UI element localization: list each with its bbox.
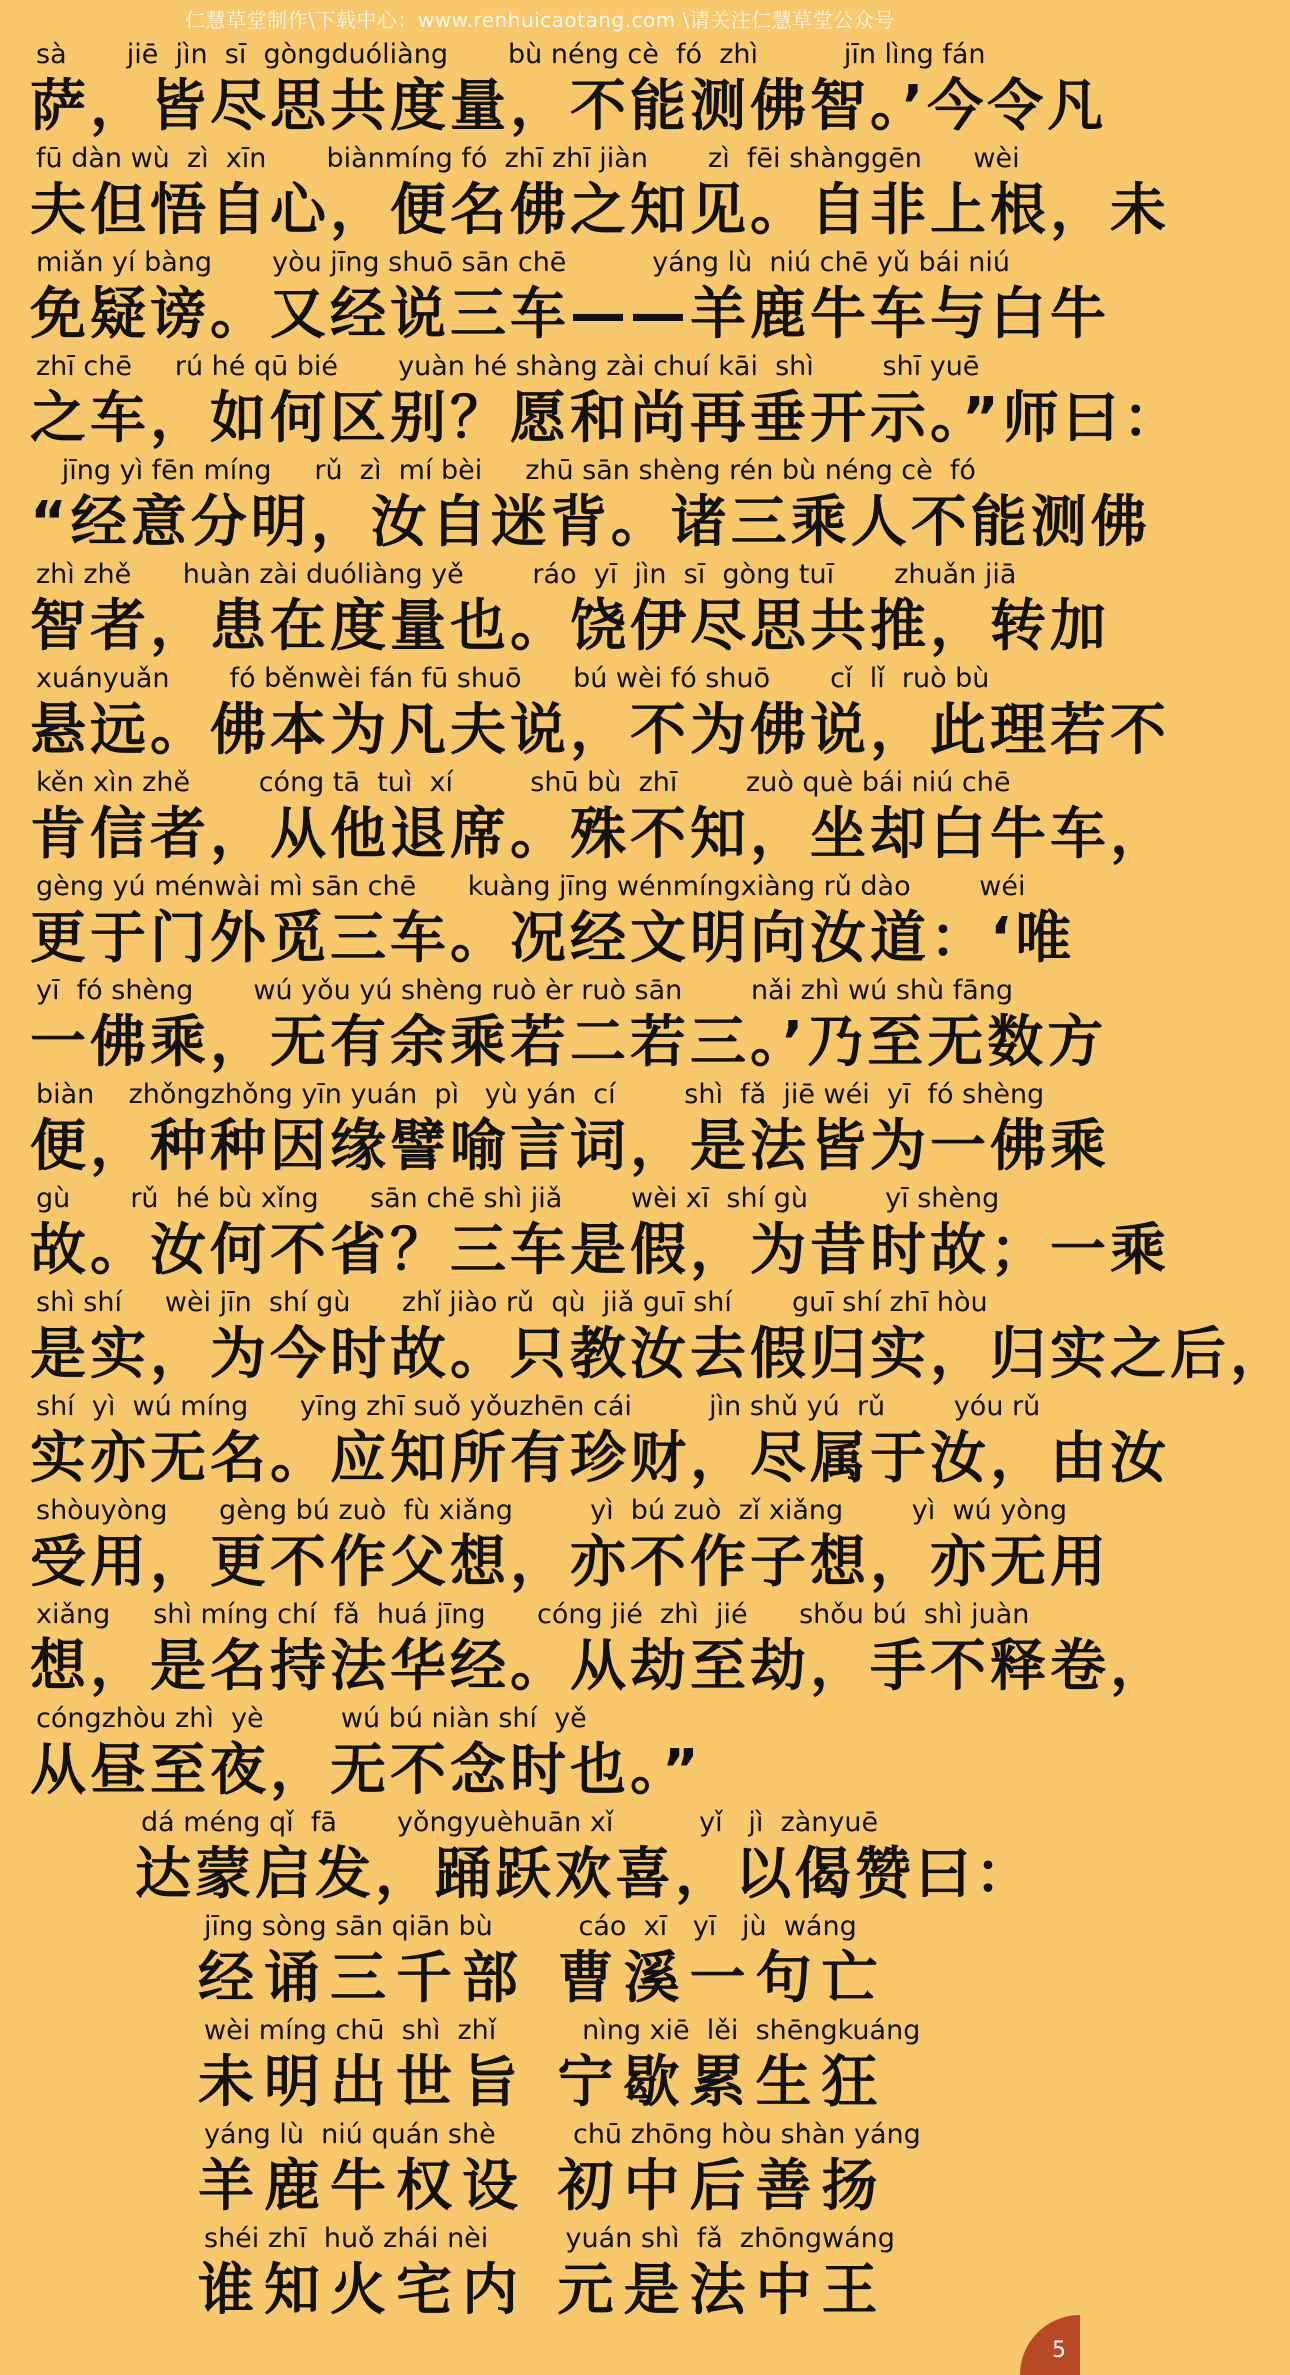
hanzi-text: 从昼至夜，无不念时也。” — [30, 1738, 703, 1803]
prose-line — [30, 766, 1170, 870]
pinyin-annotation: shì shí wèi jīn shí gù zhǐ jiào rǔ qù jiǎ guī shí guī shí zhī hòu — [36, 1287, 988, 1318]
pinyin-annotation: shòuyòng gèng bú zuò fù xiǎng yì bú zuò zǐ xiǎng yì wú yòng — [36, 1495, 1067, 1526]
gatha-intro — [30, 1806, 1055, 1910]
prose-line — [30, 558, 1110, 662]
hanzi-text: 一佛乘，无有余乘若二若三。’乃至无数方 — [30, 1010, 1108, 1075]
verse-line — [30, 2014, 1055, 2118]
pinyin-annotation: yáng lù niú quán shè chū zhōng hòu shàn yáng — [204, 2119, 921, 2150]
hanzi-text: 是实，为今时故。只教汝去假归实，归实之后， — [30, 1322, 1290, 1387]
prose-line — [30, 870, 1076, 974]
hanzi-text: 夫但悟自心，便名佛之知见。自非上根，未 — [30, 178, 1170, 243]
prose-line — [30, 1182, 1170, 1286]
scripture-page — [30, 38, 1290, 2326]
pinyin-annotation: jīng sòng sān qiān bù cáo xī yī jù wáng — [204, 1911, 857, 1942]
pinyin-annotation: xuányuǎn fó běnwèi fán fū shuō bú wèi fó shuō cǐ lǐ ruò bù — [36, 663, 990, 694]
hanzi-text: 肯信者，从他退席。殊不知，坐却白牛车， — [30, 802, 1170, 867]
hanzi-text: 经诵三千部 曹溪一句亡 — [198, 1946, 888, 2011]
hanzi-text: 达蒙启发，踊跃欢喜，以偈赞曰： — [135, 1842, 1035, 1907]
pinyin-annotation: dá méng qǐ fā yǒngyuèhuān xǐ yǐ jì zànyuē — [141, 1807, 879, 1838]
hanzi-text: 想，是名持法华经。从劫至劫，手不释卷， — [30, 1634, 1170, 1699]
verse-block — [30, 1910, 1055, 2326]
prose-line — [30, 1702, 1055, 1806]
pinyin-annotation: biàn zhǒngzhǒng yīn yuán pì yù yán cí shì fǎ jiē wéi yī fó shèng — [36, 1079, 1045, 1110]
gatha-intro-line — [30, 1806, 1055, 1910]
prose-line — [30, 246, 1110, 350]
prose-line — [30, 38, 1108, 142]
pinyin-annotation: zhī chē rú hé qū bié yuàn hé shàng zài chuí kāi shì shī yuē — [36, 351, 980, 382]
prose-line — [30, 1390, 1170, 1494]
header-watermark: 仁慧草堂制作\下载中心：www.renhuicaotang.com \请关注仁慧草堂公众号 — [185, 8, 895, 32]
prose-line — [30, 662, 1170, 766]
hanzi-text: 便，种种因缘譬喻言词，是法皆为一佛乘 — [30, 1114, 1110, 1179]
verse-line — [30, 1910, 1055, 2014]
pinyin-annotation: shí yì wú míng yīng zhī suǒ yǒuzhēn cái jìn shǔ yú rǔ yóu rǔ — [36, 1391, 1041, 1422]
hanzi-text: “经意分明，汝自迷背。诸三乘人不能测佛 — [30, 490, 1151, 555]
hanzi-text: 免疑谤。又经说三车——羊鹿牛车与白牛 — [30, 282, 1110, 347]
verse-line — [30, 2118, 1055, 2222]
prose-line — [30, 974, 1108, 1078]
hanzi-text: 谁知火宅内 元是法中王 — [198, 2258, 888, 2323]
prose-line — [30, 1078, 1110, 1182]
pinyin-annotation: sà jiē jìn sī gòngduóliàng bù néng cè fó zhì jīn lìng fán — [36, 39, 986, 70]
hanzi-text: 未明出世旨 宁歇累生狂 — [198, 2050, 888, 2115]
pinyin-annotation: kěn xìn zhě cóng tā tuì xí shū bù zhī zuò què bái niú chē — [36, 767, 1011, 798]
pinyin-annotation: zhì zhě huàn zài duóliàng yě ráo yī jìn sī gòng tuī zhuǎn jiā — [36, 559, 1017, 590]
prose-block — [30, 38, 1290, 1806]
hanzi-text: 更于门外觅三车。况经文明向汝道：‘唯 — [30, 906, 1076, 971]
pinyin-annotation: gèng yú ménwài mì sān chē kuàng jīng wénmíngxiàng rǔ dào wéi — [36, 871, 1026, 902]
hanzi-text: 羊鹿牛权设 初中后善扬 — [198, 2154, 888, 2219]
hanzi-text: 故。汝何不省？三车是假，为昔时故；一乘 — [30, 1218, 1170, 1283]
pinyin-annotation: jīng yì fēn míng rǔ zì mí bèi zhū sān shèng rén bù néng cè fó — [36, 455, 976, 486]
page-number: 5 — [1052, 2338, 1066, 2363]
hanzi-text: 实亦无名。应知所有珍财，尽属于汝，由汝 — [30, 1426, 1170, 1491]
hanzi-text: 萨，皆尽思共度量，不能测佛智。’今令凡 — [30, 74, 1108, 139]
hanzi-text: 悬远。佛本为凡夫说，不为佛说，此理若不 — [30, 698, 1170, 763]
prose-line — [30, 350, 1183, 454]
pinyin-annotation: cóngzhòu zhì yè wú bú niàn shí yě — [36, 1703, 587, 1734]
hanzi-text: 之车，如何区别？愿和尚再垂开示。”师曰： — [30, 386, 1183, 451]
hanzi-text: 受用，更不作父想，亦不作子想，亦无用 — [30, 1530, 1110, 1595]
pinyin-annotation: miǎn yí bàng yòu jīng shuō sān chē yáng lù niú chē yǔ bái niú — [36, 247, 1011, 278]
pinyin-annotation: shéi zhī huǒ zhái nèi yuán shì fǎ zhōngwáng — [204, 2223, 895, 2254]
pinyin-annotation: xiǎng shì míng chí fǎ huá jīng cóng jié zhì jié shǒu bú shì juàn — [36, 1599, 1030, 1630]
prose-line — [30, 1494, 1110, 1598]
prose-line — [30, 142, 1170, 246]
pinyin-annotation: fū dàn wù zì xīn biànmíng fó zhī zhī jiàn zì fēi shànggēn wèi — [36, 143, 1020, 174]
prose-line — [30, 1286, 1290, 1390]
pinyin-annotation: yī fó shèng wú yǒu yú shèng ruò èr ruò sān nǎi zhì wú shù fāng — [36, 975, 1014, 1006]
prose-line — [30, 454, 1151, 558]
prose-line — [30, 1598, 1170, 1702]
hanzi-text: 智者，患在度量也。饶伊尽思共推，转加 — [30, 594, 1110, 659]
pinyin-annotation: wèi míng chū shì zhǐ nìng xiē lěi shēngkuáng — [204, 2015, 921, 2046]
verse-line — [30, 2222, 1055, 2326]
pinyin-annotation: gù rǔ hé bù xǐng sān chē shì jiǎ wèi xī shí gù yī shèng — [36, 1183, 1000, 1214]
